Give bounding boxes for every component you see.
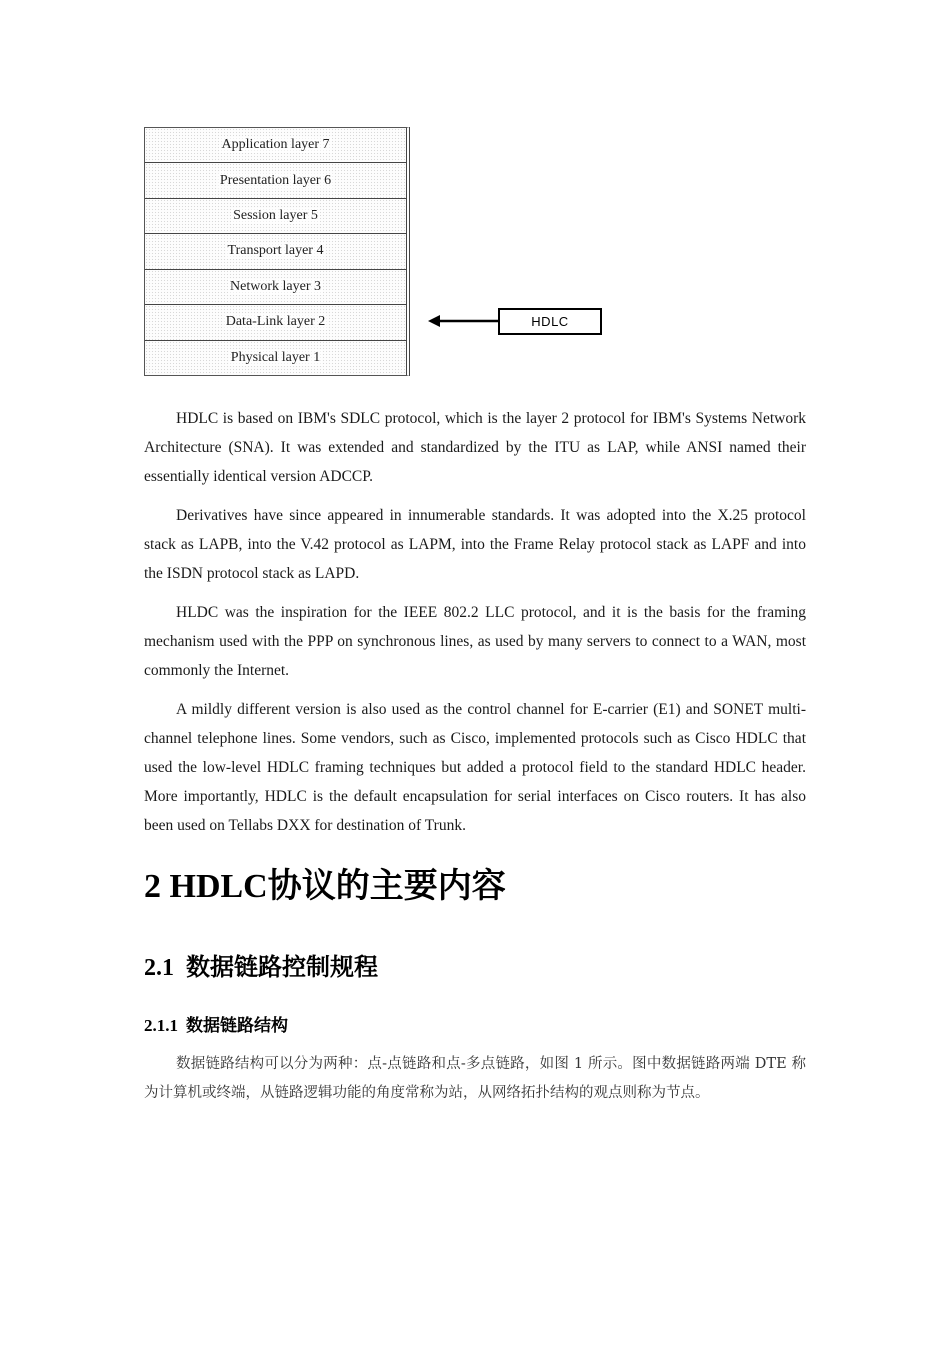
osi-layer-network [145, 270, 406, 305]
chinese-paragraph: 数据链路结构可以分为两种：点-点链路和点-多点链路，如图 1 所示。图中数据链路两端 DTE 称为计算机或终端，从链路逻辑功能的角度常称为站，从网络拓扑结构的观点则称为节点。 [144, 1056, 806, 1101]
body-text [144, 404, 806, 850]
osi-layer-label: Presentation layer 6 [219, 172, 332, 188]
subsection-number: 2.1 [144, 955, 174, 981]
paragraph: HLDC was the inspiration for the IEEE 802.2 LLC protocol, and it is the basis for the framing mechanism used with the PPP on synchronous lines, as used by many servers to connect to a WAN, most commonly the Internet. [144, 604, 806, 679]
osi-layer-label: Physical layer 1 [230, 349, 321, 365]
osi-layer-diagram [144, 127, 410, 376]
subsubsection-heading [144, 1013, 288, 1039]
osi-layer-label: Application layer 7 [221, 137, 330, 153]
subsection-title: 数据链路控制规程 [186, 955, 378, 981]
osi-layer-label: Transport layer 4 [227, 243, 324, 259]
subsubsection-number: 2.1.1 [144, 1016, 178, 1035]
osi-layer-label: Network layer 3 [230, 278, 321, 294]
osi-layer-data-link [145, 305, 406, 340]
osi-layer-transport [145, 234, 406, 269]
arrow-left-icon [428, 313, 500, 329]
osi-layer-physical [145, 341, 406, 375]
hdlc-label: HDLC [531, 314, 569, 329]
osi-layer-label: Data-Link layer 2 [225, 314, 326, 330]
osi-layer-session [145, 199, 406, 234]
hdlc-label-box [498, 308, 602, 335]
paragraph: Derivatives have since appeared in innumerable standards. It was adopted into the X.25 protocol stack as LAPB, into the V.42 protocol as LAPM, into the Frame Relay protocol stack as LAPF and into the ISDN protocol stack as LAPD. [144, 507, 806, 582]
section-heading: 2 HDLC协议的主要内容 [144, 868, 506, 905]
paragraph: A mildly different version is also used as the control channel for E-carrier (E1) and SONET multi-channel telephone lines. Some vendors, such as Cisco, implemented protocols such as Cisco HDLC that used the low-level HDLC framing techniques but added a protocol field to the standard HDLC header. More importantly, HDLC is the default encapsulation for serial interfaces on Cisco routers. It has also been used on Tellabs DXX for destination of Trunk. [144, 701, 806, 834]
osi-layer-presentation [145, 163, 406, 198]
subsection-heading [144, 950, 378, 986]
paragraph: HDLC is based on IBM's SDLC protocol, which is the layer 2 protocol for IBM's Systems Network Architecture (SNA). It was extended and standardized by the ITU as LAP, while ANSI named their essentially identical version ADCCP. [144, 410, 806, 485]
subsubsection-title: 数据链路结构 [186, 1016, 288, 1035]
osi-layer-label: Session layer 5 [233, 208, 318, 224]
osi-layer-application [145, 128, 406, 163]
